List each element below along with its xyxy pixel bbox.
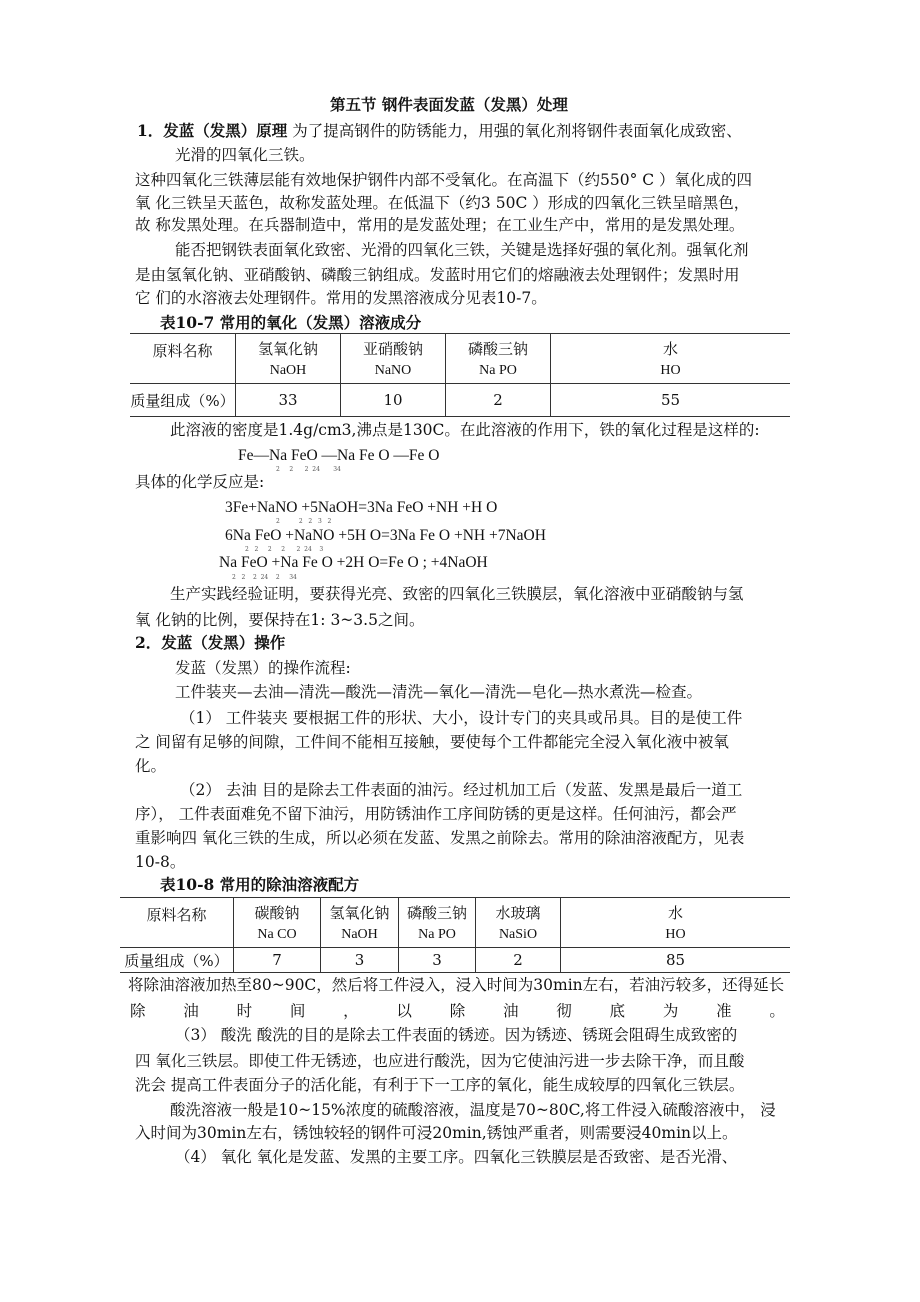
equation-3-subscripts: 2 2 2 24 2 34: [232, 574, 297, 581]
table-header-label: 原料名称: [130, 334, 236, 384]
paragraph-line: 能否把钢铁表面氧化致密、光滑的四氧化三铁，关键是选择好强的氧化剂。强氧化剂: [175, 241, 749, 259]
paragraph-line: 这种四氧化三铁薄层能有效地保护钢件内部不受氧化。在高温下（约550° C ）氧化成的四: [135, 171, 753, 189]
section-1-first-line: [137, 121, 742, 141]
page-title: 第五节 钢件表面发蓝（发黑）处理: [330, 95, 568, 114]
row-label: 质量组成（%）: [130, 391, 235, 410]
oxidation-process: Fe—Na FeO —Na Fe O —Fe O: [238, 447, 440, 464]
paragraph-line: （1） 工件装夹 要根据工件的形状、大小，设计专门的夹具或吊具。目的是使工件: [180, 709, 743, 727]
paragraph-line: 10-8。: [135, 853, 186, 871]
equation-3: Na FeO +Na Fe O +2H O=Fe O ; +4NaOH: [219, 554, 488, 571]
table-header-cell: 水玻璃 NaSiO: [476, 898, 561, 948]
equation-1-subscripts: 2 2 2 3 2: [276, 518, 332, 525]
table-header-cell: 氢氧化钠 NaOH: [321, 898, 399, 948]
row-label: 质量组成（%）: [124, 951, 229, 970]
table-header-cell: 亚硝酸钠 NaNO: [341, 334, 446, 384]
paragraph-line: 序）， 工件表面难免不留下油污，用防锈油作工序间防锈的更是这样。任何油污，都会严: [135, 805, 737, 823]
flow-intro: 发蓝（发黑）的操作流程:: [175, 659, 351, 677]
table-cell: 55: [551, 384, 791, 417]
flow-steps: 工件装夹—去油—清洗—酸洗—清洗—氧化—清洗—皂化—热水煮洗—检查。: [175, 683, 703, 701]
equation-1: 3Fe+NaNO +5NaOH=3Na FeO +NH +H O: [225, 499, 498, 516]
table-2-caption: 表10-8 常用的除油溶液配方: [160, 875, 360, 894]
paragraph-line: 氧 化三铁呈天蓝色，故称发蓝处理。在低温下（约3 50C ）形成的四氧化三铁呈暗黑色，: [135, 194, 750, 212]
table-cell: 3: [321, 948, 399, 973]
table-2: [120, 897, 790, 973]
table-cell: 33: [236, 384, 341, 417]
paragraph-line: 光滑的四氧化三铁。: [175, 146, 315, 164]
paragraph-line: 是由氢氧化钠、亚硝酸钠、磷酸三钠组成。发蓝时用它们的熔融液去处理钢件；发黑时用: [135, 266, 740, 284]
paragraph-line: 为了提高钢件的防锈能力，用强的氧化剂将钢件表面氧化成致密、: [292, 122, 742, 140]
equation-2: 6Na FeO +NaNO +5H O=3Na Fe O +NH +7NaOH: [225, 527, 546, 544]
paragraph-line: 氧 化钠的比例，要保持在1: 3~3.5之间。: [135, 611, 425, 629]
equation-2-subscripts: 2 2 2 2 2 24 3: [245, 546, 324, 553]
paragraph-line: 酸洗溶液一般是10~15%浓度的硫酸溶液，温度是70~80C,将工件浸入硫酸溶液中， 浸: [170, 1101, 776, 1119]
paragraph-line: （3） 酸洗 酸洗的目的是除去工件表面的锈迹。因为锈迹、锈斑会阻碍生成致密的: [175, 1026, 738, 1044]
paragraph-line: 化。: [135, 757, 167, 775]
paragraph-line: 生产实践经验证明，要获得光亮、致密的四氧化三铁膜层，氧化溶液中亚硝酸钠与氢: [170, 585, 744, 603]
table-cell: 7: [234, 948, 321, 973]
paragraph-line: （4） 氧化 氧化是发蓝、发黑的主要工序。四氧化三铁膜层是否致密、是否光滑、: [175, 1148, 738, 1166]
paragraph-line: 洗会 提高工件表面分子的活化能，有利于下一工序的氧化，能生成较厚的四氧化三铁层。: [135, 1076, 745, 1094]
justified-line: 除 油 时 间 ， 以 除 油 彻 底 为 准 。: [130, 1002, 785, 1020]
paragraph-line: 四 氧化三铁层。即使工件无锈迹，也应进行酸洗，因为它使油污进一步去除干净，而且酸: [135, 1052, 745, 1070]
paragraph-line: 之 间留有足够的间隙，工件间不能相互接触，要使每个工件都能完全浸入氧化液中被氧: [135, 733, 729, 751]
paragraph-line: 将除油溶液加热至80~90C，然后将工件浸入，浸入时间为30min左右，若油污较多，还得延长: [128, 976, 785, 994]
table-cell: 85: [561, 948, 791, 973]
table-1: [130, 333, 790, 417]
table-1-caption: 表10-7 常用的氧化（发黑）溶液成分: [160, 313, 422, 332]
paragraph-line: 它 们的水溶液去处理钢件。常用的发黑溶液成分见表10-7。: [135, 289, 547, 307]
table-row: [120, 948, 790, 973]
table-header-cell: 磷酸三钠 Na PO: [446, 334, 551, 384]
reaction-intro: 具体的化学反应是:: [135, 473, 265, 491]
process-subscripts: 2 2 2 24 34: [276, 466, 341, 473]
table-header-label: 原料名称: [120, 898, 234, 948]
table-header-cell: 磷酸三钠 Na PO: [399, 898, 476, 948]
section-2-heading: 2．发蓝（发黑）操作: [135, 633, 286, 652]
table-cell: 10: [341, 384, 446, 417]
table-header-cell: 碳酸钠 Na CO: [234, 898, 321, 948]
table-cell: 3: [399, 948, 476, 973]
table-header-cell: 水 HO: [551, 334, 791, 384]
table-header-cell: 水 HO: [561, 898, 791, 948]
table-cell: 2: [476, 948, 561, 973]
table-cell: 2: [446, 384, 551, 417]
paragraph-line: （2） 去油 目的是除去工件表面的油污。经过机加工后（发蓝、发黑是最后一道工: [180, 781, 743, 799]
section-1-heading: 1．发蓝（发黑）原理: [137, 121, 288, 140]
table-header-cell: 氢氧化钠 NaOH: [236, 334, 341, 384]
paragraph-line: 故 称发黑处理。在兵器制造中，常用的是发蓝处理；在工业生产中，常用的是发黑处理。: [135, 216, 745, 234]
table-row: [130, 384, 790, 417]
density-line: 此溶液的密度是1.4g/cm3,沸点是130C。在此溶液的作用下，铁的氧化过程是这样的:: [170, 421, 760, 439]
paragraph-line: 重影响四 氧化三铁的生成，所以必须在发蓝、发黑之前除去。常用的除油溶液配方，见表: [135, 829, 745, 847]
paragraph-line: 入时间为30min左右，锈蚀较轻的钢件可浸20min,锈蚀严重者，则需要浸40min以上。: [135, 1124, 738, 1142]
